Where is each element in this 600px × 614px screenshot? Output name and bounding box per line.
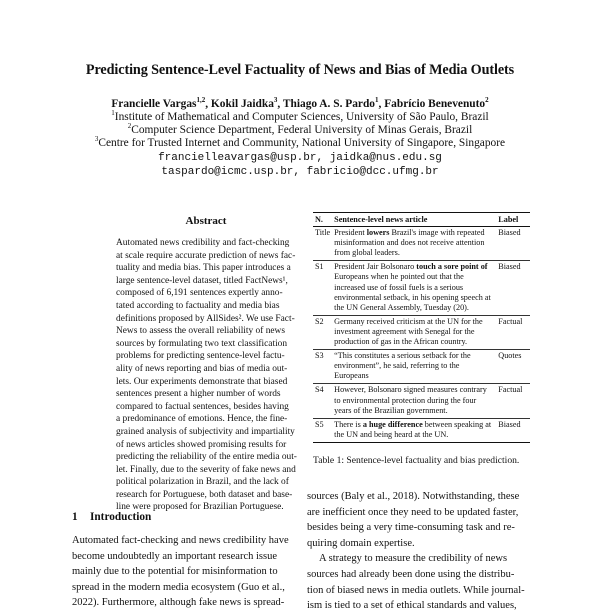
body-line: sources had already been done using the distribu- — [307, 568, 515, 580]
abstract-line: sentences present a higher number of words — [116, 389, 281, 400]
sentence-text: Germany received criticism at the UN for the investment agreement with Senegal for the production of gas in the African country. — [332, 315, 496, 349]
sentence-id: S2 — [313, 315, 332, 349]
abstract-line: lets. Our experiments demonstrate that biased — [116, 376, 288, 387]
column-header: Label — [496, 213, 530, 227]
email-line: francielleavargas@usp.br, jaidka@nus.edu.sg — [158, 152, 442, 164]
abstract-line: Automated news credibility and fact-checking — [116, 238, 290, 248]
author-name: Francielle Vargas — [111, 98, 197, 110]
abstract-line: of news articles showed promising results for — [116, 439, 287, 450]
author-name: Fabrício Benevenuto — [384, 98, 486, 110]
bias-highlight: a huge difference — [362, 419, 423, 429]
author-affiliation-mark: 1,2 — [196, 96, 206, 104]
sentence-label: Biased — [496, 227, 530, 261]
sentence-text: However, Bolsonaro signed measures contrary to environmental protection during the four years of the Brazilian government. — [332, 384, 496, 418]
intro-line: spread in the modern media ecosystem (Guo et al., — [72, 581, 285, 593]
affiliation-mark: 3 — [94, 135, 99, 143]
sentence-text: President Jair Bolsonaro touch a sore point of Europeans when he pointed out that the increased use of fossil fuels is a serious environmental setback, in his opening speech at the UN General Assembly, Tuesday (20). — [332, 261, 496, 315]
author-name: Thiago A. S. Pardo — [282, 98, 375, 110]
abstract-line: ality of news reporting and bias of media out- — [116, 363, 288, 374]
abstract-line: composed of 6,191 sentences expertly anno- — [116, 288, 283, 299]
abstract-line: tuality and media bias. This paper introduces a — [116, 263, 291, 274]
author-list: Francielle Vargas$^{1,2}$, Kokil Jaidka$^3$, Thiago A. S. Pardo$^1$, Fabrício Benevenuto$^2$ — [111, 96, 489, 110]
table-header-row — [313, 213, 530, 227]
right-column-body — [307, 489, 535, 614]
body-line: quiring domain expertise. — [307, 537, 415, 549]
table-row — [313, 418, 530, 442]
abstract-line: problems for predicting sentence-level factu- — [116, 351, 285, 362]
abstract-line: sources by formulating two text classification — [116, 338, 288, 349]
column-header: N. — [313, 213, 332, 227]
sentence-id: S5 — [313, 418, 332, 442]
sentence-text: President lowers Brazil's image with repeated misinformation and does not receive attention from global leaders. — [332, 227, 496, 261]
author-affiliation-mark: 2 — [485, 96, 489, 104]
author-affiliation-mark: 3 — [273, 96, 278, 104]
abstract-heading: Abstract — [185, 215, 227, 227]
intro-line: mainly due to the potential for misinformation to — [72, 566, 278, 578]
section-title: Introduction — [90, 511, 152, 523]
abstract-line: grained analysis of subjectivity and impartiality — [116, 426, 295, 437]
sentence-id: S4 — [313, 384, 332, 418]
section-heading — [72, 511, 151, 523]
abstract-line: predicting the reliability of the entire media out- — [116, 452, 297, 463]
sentence-label: Biased — [496, 261, 530, 315]
intro-line: Automated fact-checking and news credibility have — [72, 535, 289, 546]
affiliation-1 — [0, 111, 600, 123]
abstract-line: compared to factual sentences, besides having — [116, 401, 289, 412]
paper-title: Predicting Sentence-Level Factuality of News and Bias of Media Outlets — [85, 62, 515, 78]
sentence-label: Factual — [496, 384, 530, 418]
table-row — [313, 384, 530, 418]
abstract-line: political polarization in Brazil, and the lack of — [116, 477, 289, 488]
body-line: A strategy to measure the credibility of news — [319, 553, 508, 565]
abstract-line: research for Portuguese, both dataset and base- — [116, 489, 293, 500]
sentence-id: S3 — [313, 350, 332, 384]
affiliation-mark: 2 — [127, 122, 132, 130]
sentence-id: S1 — [313, 261, 332, 315]
abstract-line: at scale require accurate prediction of news fac- — [116, 250, 296, 261]
author-affiliation-mark: 1 — [375, 96, 379, 104]
abstract-line: tated according to factuality and media bias — [116, 300, 280, 311]
table-caption: Table 1: Sentence-level factuality and bias prediction. — [313, 455, 520, 466]
abstract-line: News to assess the overall reliability of news — [116, 326, 285, 337]
author-name: Kokil Jaidka — [210, 98, 274, 110]
affiliation-mark: 1 — [111, 109, 115, 117]
section-number: 1 — [72, 511, 78, 523]
table-row — [313, 261, 530, 315]
abstract-line: line were proposed for Brazilian Portuguese. — [116, 502, 284, 513]
abstract-line: large sentence-level dataset, titled FactNews¹, — [116, 275, 288, 286]
news-sentence-table — [313, 212, 530, 443]
body-line: tion of biased news in media outlets. While journal- — [307, 584, 525, 596]
affiliation-2 — [0, 124, 600, 136]
sentence-text: There is a huge difference between speaking at the UN and being heard at the UN. — [332, 418, 496, 442]
abstract-line: definitions proposed by AllSides². We use Fact- — [116, 313, 295, 324]
body-line: are inefficient once they need to be updated faster, — [307, 506, 519, 518]
sentence-label: Factual — [496, 315, 530, 349]
column-header: Sentence-level news article — [332, 213, 496, 227]
sentence-label: Quotes — [496, 350, 530, 384]
bias-highlight: lowers — [366, 228, 390, 238]
table-row — [313, 350, 530, 384]
affiliation-text: Institute of Mathematical and Computer Sciences, University of São Paulo, Brazil — [114, 111, 489, 123]
intro-line: become undoubtedly an important research issue — [72, 550, 277, 562]
abstract-line: let. Finally, due to the severity of fake news and — [116, 464, 296, 475]
abstract-line: a predominance of emotions. Hence, the fine- — [116, 414, 288, 425]
sentence-text: “This constitutes a serious setback for the environment”, he said, referring to the Europeans — [332, 350, 496, 384]
affiliation-text: Centre for Trusted Internet and Community, National University of Singapore, Singapore — [98, 137, 506, 149]
body-line: sources (Baly et al., 2018). Notwithstanding, these — [307, 491, 520, 502]
affiliation-text: Computer Science Department, Federal University of Minas Gerais, Brazil — [131, 124, 473, 136]
body-line: besides being a very time-consuming task and re- — [307, 522, 515, 534]
bias-highlight: touch a sore point of — [416, 262, 488, 272]
intro-line: 2022). Furthermore, although fake news is spread- — [72, 597, 285, 609]
sentence-label: Biased — [496, 418, 530, 442]
table-row — [313, 227, 530, 261]
abstract-body — [116, 237, 296, 514]
email-line: taspardo@icmc.usp.br, fabricio@dcc.ufmg.br — [161, 166, 439, 178]
introduction-body — [72, 533, 302, 611]
table-row — [313, 315, 530, 349]
body-line: ism is tied to a set of ethical standards and values, — [307, 600, 517, 612]
affiliation-3 — [0, 137, 600, 149]
sentence-id: Title — [313, 227, 332, 261]
